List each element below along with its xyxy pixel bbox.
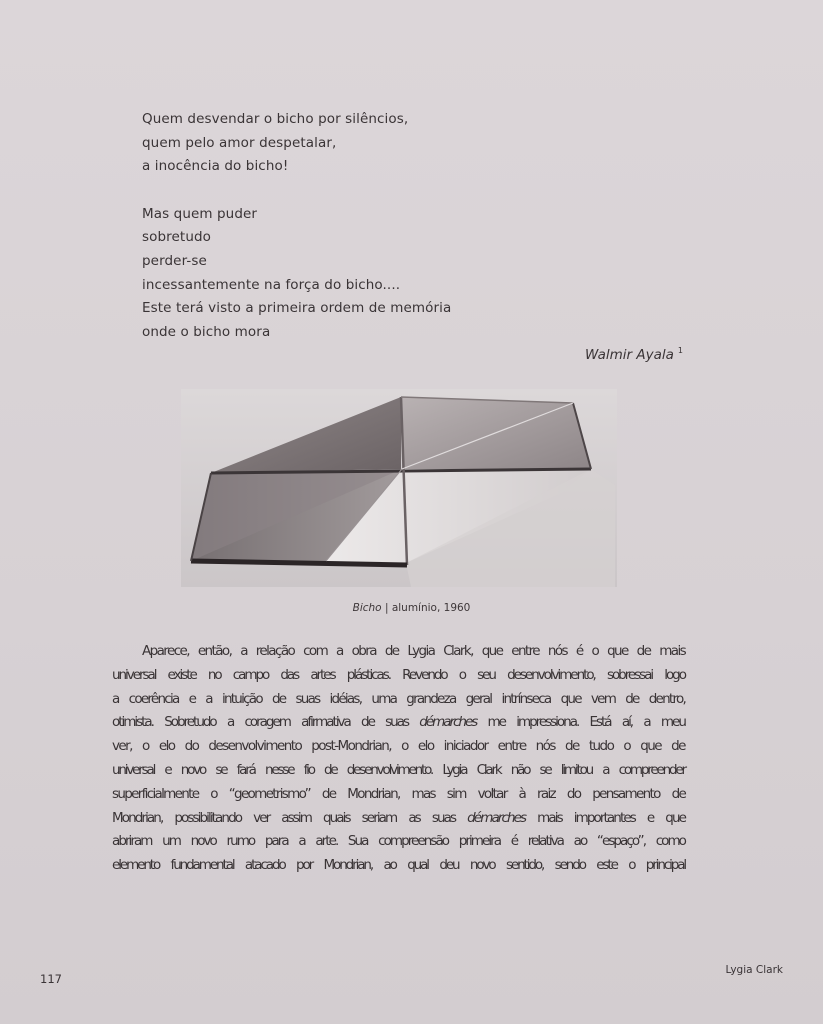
- poem-line: perder-se: [142, 252, 207, 269]
- paragraph-line: superficialmente o “geometrismo” de Mondrian, mas sim voltar à raiz do pensamento de: [112, 785, 686, 802]
- paragraph-line: otimista. Sobretudo a coragem afirmativa de suas démarches me impressiona. Está aí, a meu: [112, 714, 685, 731]
- running-head: Lygia Clark: [725, 964, 783, 976]
- body-paragraph: [112, 640, 685, 878]
- stanza-break: [142, 179, 702, 203]
- paragraph-line: universal e novo se fará nesse fio de desenvolvimento. Lygia Clark não se limitou a compreender: [112, 761, 685, 778]
- poem-line: Quem desvendar o bicho por silêncios,: [142, 111, 409, 127]
- figure-caption: [0, 602, 823, 614]
- paragraph-line: Mondrian, possibilitando ver assim quais seriam as suas démarches mais importantes e que: [112, 809, 686, 826]
- poem-line: sobretudo: [142, 229, 211, 246]
- paragraph-line: Aparece, então, a relação com a obra de Lygia Clark, que entre nós é o que de mais: [142, 643, 686, 659]
- paragraph-line: elemento fundamental atacado por Mondrian, ao qual deu novo sentido, sendo este o principal: [112, 857, 686, 874]
- poem-line: Este terá visto a primeira ordem de memória: [142, 300, 452, 317]
- paragraph-line: abriram um novo rumo para a arte. Sua compreensão primeira é relativa ao “espaço”, como: [112, 833, 685, 850]
- caption-details: | alumínio, 1960: [381, 602, 471, 614]
- paragraph-line: ver, o elo do desenvolvimento post-Mondrian, o elo iniciador entre nós de tudo o que de: [112, 738, 685, 755]
- poem-line: onde o bicho mora: [142, 323, 271, 340]
- paragraph-line: a coerência e a intuição de suas idéias, uma grandeza geral intrínseca que vem de dentro,: [112, 690, 686, 707]
- page-number: 117: [40, 972, 62, 986]
- poem-line: a inocência do bicho!: [142, 158, 289, 175]
- caption-title: Bicho: [352, 602, 382, 614]
- poem-author: [585, 346, 683, 363]
- paragraph-line: universal existe no campo das artes plásticas. Revendo o seu desenvolvimento, sobressai logo: [112, 666, 685, 683]
- poem-author-name: Walmir Ayala: [585, 347, 674, 363]
- footnote-marker: 1: [677, 346, 683, 355]
- poem-line: incessantemente na força do bicho....: [142, 276, 401, 293]
- poem-line: quem pelo amor despetalar,: [142, 134, 337, 151]
- poem-line: Mas quem puder: [142, 205, 258, 222]
- epigraph-poem: [142, 108, 702, 344]
- bicho-sculpture-photo: [181, 389, 617, 587]
